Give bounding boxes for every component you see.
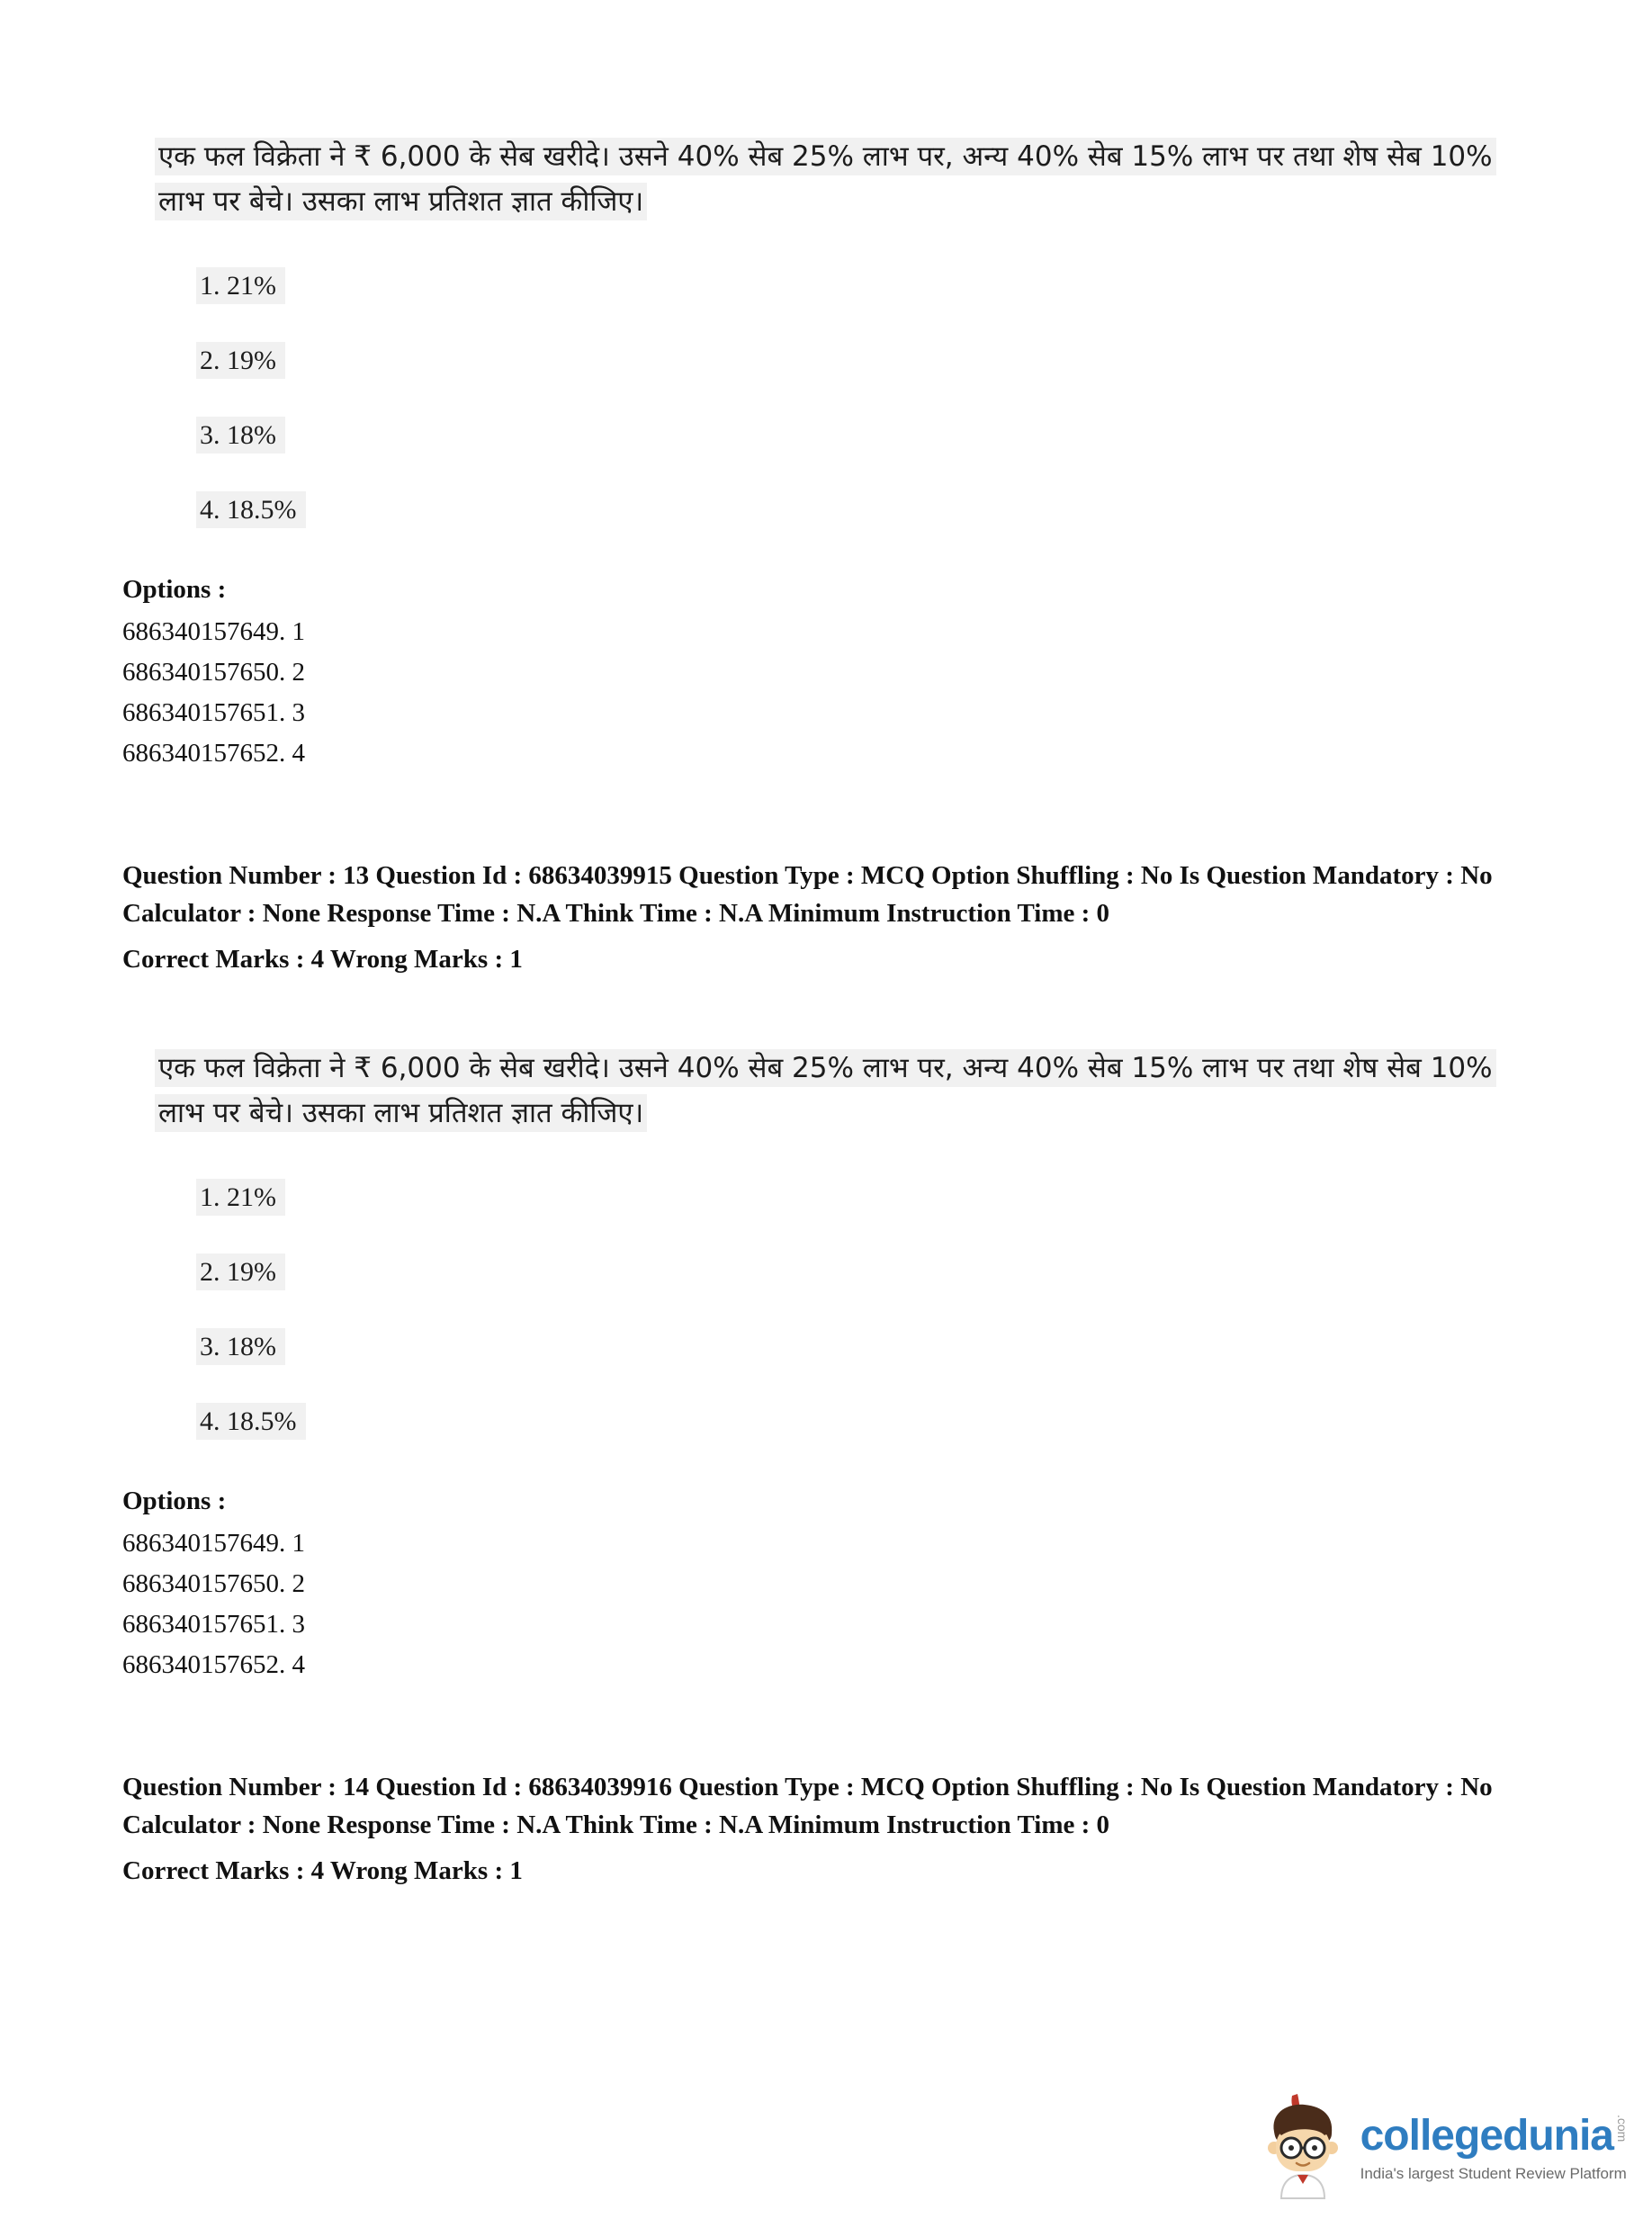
option-id: 686340157651. 3 <box>122 1610 305 1640</box>
choice-text: 4. 18.5% <box>196 491 306 528</box>
option-id: 686340157650. 2 <box>122 658 305 687</box>
question-meta: Question Number : 14 Question Id : 68634039916 Question Type : MCQ Option Shuffling : No Is Question Mandatory : No Calculator : None Response Time : N.A Think Time : N.A Minimum Instruction Time : 0 <box>122 1772 1493 1840</box>
choice-text: 3. 18% <box>196 417 285 454</box>
question-text-content: एक फल विक्रेता ने ₹ 6,000 के सेब खरीदे। उसने 40% सेब 25% लाभ पर, अन्य 40% सेब 15% लाभ पर तथा शेष सेब 10% लाभ पर बेचे। उसका लाभ प्रतिशत ज्ञात कीजिए। <box>155 1049 1496 1132</box>
collegedunia-logo <box>1258 2092 1629 2205</box>
question-marks: Correct Marks : 4 Wrong Marks : 1 <box>122 945 523 975</box>
option-id-list <box>122 1523 1544 1685</box>
question-marks: Correct Marks : 4 Wrong Marks : 1 <box>122 1856 523 1886</box>
choice-list <box>196 1182 1544 1437</box>
question-block <box>122 1047 1544 1886</box>
options-label: Options : <box>122 1487 227 1516</box>
option-id: 686340157649. 1 <box>122 1529 305 1559</box>
choice-text: 4. 18.5% <box>196 1403 306 1440</box>
question-block <box>122 135 1544 975</box>
brand-name: collegedunia <box>1360 2111 1613 2160</box>
option-id: 686340157651. 3 <box>122 698 305 728</box>
choice-item <box>196 1257 1544 1288</box>
option-id-list <box>122 612 1544 774</box>
question-text-content: एक फल विक्रेता ने ₹ 6,000 के सेब खरीदे। उसने 40% सेब 25% लाभ पर, अन्य 40% सेब 15% लाभ पर तथा शेष सेब 10% लाभ पर बेचे। उसका लाभ प्रतिशत ज्ञात कीजिए। <box>155 138 1496 220</box>
choice-item <box>196 420 1544 451</box>
options-label: Options : <box>122 575 227 605</box>
choice-text: 1. 21% <box>196 1179 285 1216</box>
brand-text-block <box>1360 2111 1630 2183</box>
choice-item <box>196 1406 1544 1437</box>
choice-text: 3. 18% <box>196 1328 285 1365</box>
option-id: 686340157652. 4 <box>122 1650 305 1680</box>
choice-list <box>196 271 1544 526</box>
option-id: 686340157652. 4 <box>122 739 305 768</box>
choice-item <box>196 1182 1544 1213</box>
question-meta: Question Number : 13 Question Id : 68634039915 Question Type : MCQ Option Shuffling : No Is Question Mandatory : No Calculator : None Response Time : N.A Think Time : N.A Minimum Instruction Time : 0 <box>122 860 1493 928</box>
choice-text: 2. 19% <box>196 342 285 379</box>
option-id: 686340157650. 2 <box>122 1569 305 1599</box>
question-text <box>155 1047 1540 1136</box>
question-text <box>155 135 1540 224</box>
brand-tagline: India's largest Student Review Platform <box>1360 2164 1627 2182</box>
choice-text: 2. 19% <box>196 1253 285 1290</box>
choice-item <box>196 1332 1544 1362</box>
option-id: 686340157649. 1 <box>122 617 305 647</box>
brand-tld: .com <box>1615 2114 1630 2142</box>
mascot-icon <box>1258 2092 1348 2205</box>
choice-item <box>196 346 1544 376</box>
choice-item <box>196 495 1544 526</box>
choice-item <box>196 271 1544 301</box>
choice-text: 1. 21% <box>196 267 285 304</box>
